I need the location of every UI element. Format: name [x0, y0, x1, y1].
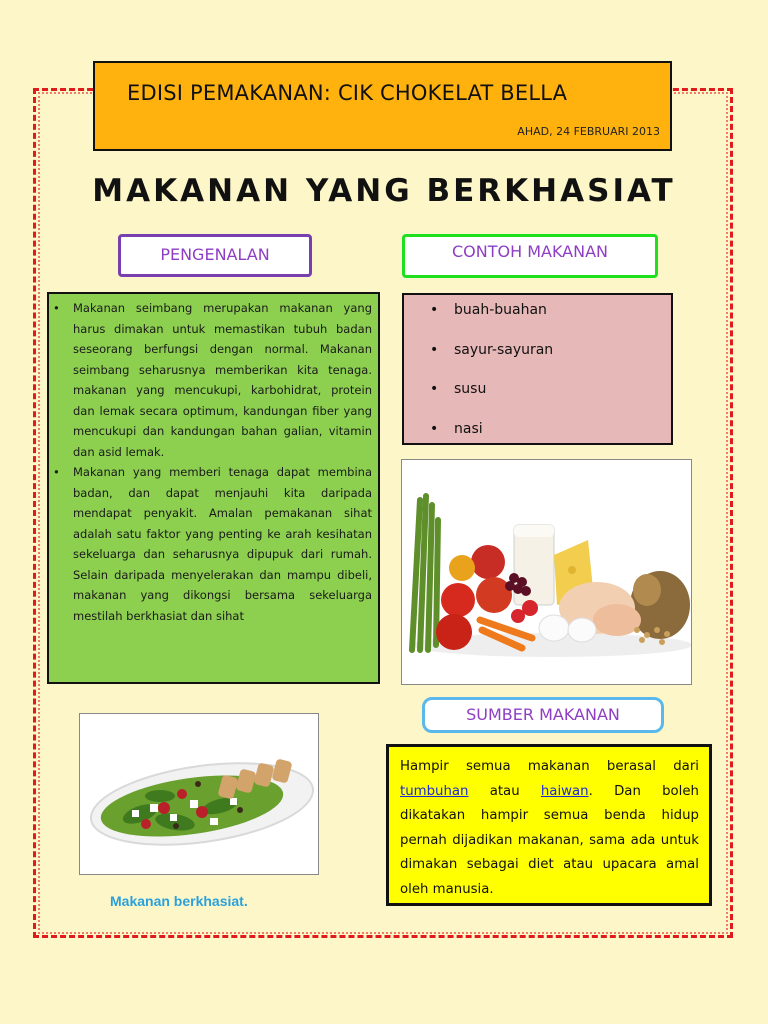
list-item: • nasi	[430, 418, 671, 458]
list-item: • sayur-sayuran	[430, 339, 671, 379]
contoh-list	[430, 299, 671, 457]
sumber-text: atau	[468, 783, 541, 799]
contoh-list-box	[402, 293, 673, 445]
list-item: • buah-buahan	[430, 299, 671, 339]
section-label-contoh-makanan: CONTOH MAKANAN	[402, 234, 658, 278]
header-title: EDISI PEMAKANAN: CIK CHOKELAT BELLA	[127, 81, 568, 105]
haiwan-link[interactable]: haiwan	[540, 783, 589, 799]
sumber-text: Hampir semua makanan berasal dari	[400, 759, 699, 774]
healthy-foods-photo	[401, 459, 692, 685]
header-date: AHAD, 24 FEBRUARI 2013	[517, 125, 660, 138]
photo-caption: Makanan berkhasiat.	[110, 893, 248, 909]
page-title: MAKANAN YANG BERKHASIAT	[92, 173, 676, 209]
salad-photo	[79, 713, 319, 875]
intro-paragraph: • Makanan yang memberi tenaga dapat membina badan, dan dapat menjauhi kita daripada mendapat penyakit. Amalan pemakanan sihat adalah satu faktor yang penting ke arah kesihatan sekeluarga dan seharusnya dipupuk dari rumah. Selain daripada menyelerakan dan mampu dibeli, makanan yang dikongsi bersama sekeluarga mestilah berkhasiat dan sihat	[53, 462, 372, 626]
section-label-sumber-makanan: SUMBER MAKANAN	[422, 697, 664, 733]
header-banner	[93, 61, 672, 151]
section-label-pengenalan: PENGENALAN	[118, 234, 312, 277]
salad-illustration	[80, 714, 318, 874]
intro-paragraph: • Makanan seimbang merupakan makanan yang harus dimakan untuk memastikan tubuh badan seseorang berfungsi dengan normal. Makanan seimbang seharusnya memberikan kita tenaga. makanan yang mencukupi, karbohidrat, protein dan lemak secara optimum, kandungan fiber yang mencukupi dan kandungan bahan galian, vitamin dan asid lemak.	[53, 298, 372, 462]
intro-text-box	[47, 292, 380, 684]
healthy-foods-illustration	[402, 460, 691, 684]
sumber-text: . Dan boleh dikatakan hampir semua benda hidup pernah dijadikan makanan, sama ada untuk dimakan sebagai diet atau upacara amal oleh manusia.	[400, 783, 699, 897]
intro-list	[53, 298, 372, 626]
tumbuhan-link[interactable]: tumbuhan	[400, 783, 469, 799]
sumber-text-box	[386, 744, 712, 906]
list-item: • susu	[430, 378, 671, 418]
